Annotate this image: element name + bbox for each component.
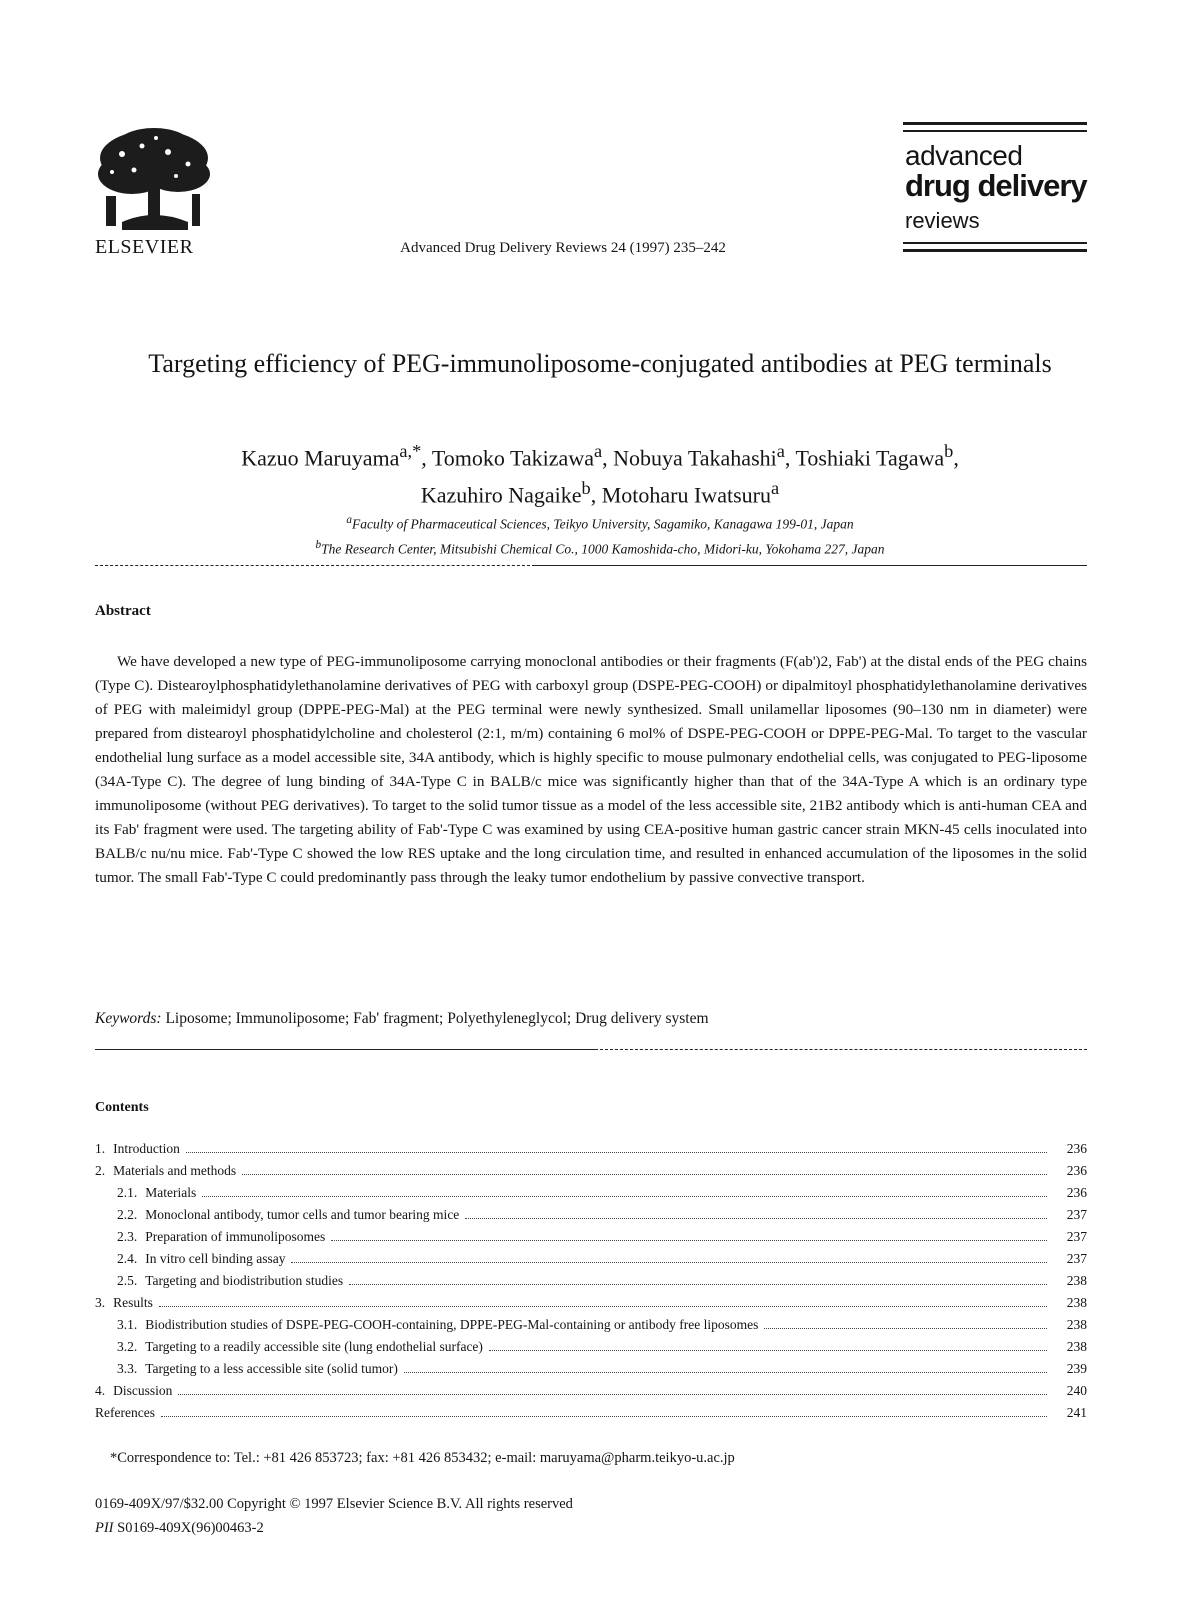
toc-entry[interactable] [95, 1339, 1087, 1361]
toc-entry-page: 237 [1066, 1207, 1087, 1222]
keywords [95, 1010, 709, 1028]
toc-entry-page: 238 [1066, 1273, 1087, 1288]
toc-entry-number: 1. [95, 1141, 106, 1156]
author-name: , Tomoko Takizawa [421, 445, 594, 471]
toc-entry-number: 2. [95, 1163, 106, 1178]
pii-value: S0169-409X(96)00463-2 [117, 1520, 264, 1536]
toc-entry-number: 2.4. [117, 1251, 138, 1266]
affiliations [100, 510, 1100, 559]
brand-word-reviews: reviews [905, 208, 980, 233]
toc-dot-leader [404, 1372, 1047, 1373]
toc-entry-page: 240 [1066, 1383, 1087, 1398]
toc-dot-leader [161, 1416, 1047, 1417]
toc-entry-label: Preparation of immunoliposomes [145, 1229, 326, 1244]
affiliation-marker: b [944, 441, 954, 461]
toc-entry[interactable] [95, 1405, 1087, 1427]
brand-word-advanced: advanced [905, 140, 1023, 171]
copyright-notice: 0169-409X/97/$32.00 Copyright © 1997 Elsevier Science B.V. All rights reserved [95, 1496, 573, 1512]
toc-dot-leader [159, 1306, 1047, 1307]
divider [535, 565, 1087, 566]
toc-dot-leader [291, 1262, 1047, 1263]
author-name: , Nobuya Takahashi [602, 445, 777, 471]
toc-entry-number: 4. [95, 1383, 106, 1398]
publisher-name: ELSEVIER [95, 236, 194, 258]
contents-heading: Contents [95, 1100, 149, 1115]
toc-entry-label: Biodistribution studies of DSPE-PEG-COOH-containing, DPPE-PEG-Mal-containing or antibody free liposomes [145, 1317, 759, 1332]
toc-entry-number: 3. [95, 1295, 106, 1310]
toc-entry-label: In vitro cell binding assay [145, 1251, 286, 1266]
toc-entry-number: 2.1. [117, 1185, 138, 1200]
toc-entry-label: Targeting to a readily accessible site (lung endothelial surface) [145, 1339, 483, 1354]
keywords-text: Liposome; Immunoliposome; Fab' fragment; Polyethyleneglycol; Drug delivery system [165, 1010, 709, 1027]
toc-entry-label: Materials [145, 1185, 197, 1200]
divider [95, 1049, 595, 1050]
toc-entry-page: 238 [1066, 1317, 1087, 1332]
author-name: Kazuhiro Nagaike [420, 482, 582, 508]
affiliation-marker: a [770, 478, 780, 499]
affiliation-a: Faculty of Pharmaceutical Sciences, Teikyo University, Sagamiko, Kanagawa 199-01, Japan [352, 516, 854, 532]
author-name: , Motoharu Iwatsuru [590, 482, 771, 508]
toc-entry[interactable] [95, 1229, 1087, 1251]
toc-dot-leader [242, 1174, 1047, 1175]
toc-entry-number: 2.5. [117, 1273, 138, 1288]
toc-entry[interactable] [95, 1163, 1087, 1185]
toc-entry[interactable] [95, 1383, 1087, 1405]
abstract-heading: Abstract [95, 603, 151, 619]
toc-entry-number: 2.3. [117, 1229, 138, 1244]
affiliation-marker: a [776, 441, 785, 461]
correspondence-footnote: *Correspondence to: Tel.: +81 426 853723; fax: +81 426 853432; e-mail: maruyama@pharm.teikyo-u.ac.jp [110, 1450, 735, 1466]
toc-entry-label: References [95, 1405, 155, 1420]
toc-dot-leader [178, 1394, 1047, 1395]
toc-entry-number: 3.1. [117, 1317, 138, 1332]
divider-dashed [595, 1049, 1087, 1050]
divider-dashed [95, 565, 535, 566]
toc-entry[interactable] [95, 1251, 1087, 1273]
toc-entry-page: 241 [1066, 1405, 1087, 1420]
toc-entry-page: 236 [1066, 1185, 1087, 1200]
toc-entry[interactable] [95, 1317, 1087, 1339]
toc-entry-label: Results [113, 1295, 153, 1310]
toc-entry-page: 236 [1066, 1163, 1087, 1178]
toc-entry-page: 238 [1066, 1339, 1087, 1354]
pii-identifier [95, 1520, 264, 1537]
author-name: Kazuo Maruyama [241, 445, 400, 471]
toc-dot-leader [465, 1218, 1047, 1219]
author-list: Kazuo Maruyama$^{a,*}$, Tomoko Takizawa$^a$, Nobuya Takahashi$^a$, Toshiaki Tagawa$^b$, Kazuhiro Nagaike$^b$, Motoharu Iwatsuru$^a$ [241, 441, 959, 508]
toc-dot-leader [202, 1196, 1047, 1197]
affiliation-marker: a,* [399, 441, 422, 461]
toc-entry-page: 237 [1066, 1251, 1087, 1266]
toc-entry-page: 236 [1066, 1141, 1087, 1156]
toc-entry[interactable] [95, 1185, 1087, 1207]
toc-entry-number: 3.2. [117, 1339, 138, 1354]
toc-entry-label: Targeting to a less accessible site (solid tumor) [145, 1361, 398, 1376]
toc-entry-page: 237 [1066, 1229, 1087, 1244]
keywords-label: Keywords: [95, 1010, 162, 1027]
toc-dot-leader [489, 1350, 1047, 1351]
toc-entry-label: Monoclonal antibody, tumor cells and tumor bearing mice [145, 1207, 460, 1222]
table-of-contents [95, 1141, 1087, 1427]
toc-entry-page: 239 [1066, 1361, 1087, 1376]
toc-entry-number: 3.3. [117, 1361, 138, 1376]
toc-entry-label: Targeting and biodistribution studies [145, 1273, 344, 1288]
toc-entry[interactable] [95, 1207, 1087, 1229]
affiliation-marker: a [593, 441, 603, 461]
journal-reference: Advanced Drug Delivery Reviews 24 (1997) 235–242 [400, 240, 726, 256]
toc-dot-leader [764, 1328, 1047, 1329]
toc-entry[interactable] [95, 1361, 1087, 1383]
toc-entry[interactable] [95, 1273, 1087, 1295]
toc-dot-leader [331, 1240, 1047, 1241]
brand-word-drug-delivery: drug delivery [905, 168, 1087, 203]
toc-entry-number: 2.2. [117, 1207, 138, 1222]
toc-dot-leader [186, 1152, 1047, 1153]
abstract-text: We have developed a new type of PEG-immunoliposome carrying monoclonal antibodies or their fragments (F(ab')2, Fab') at the distal ends of the PEG chains (Type C). Distearoylphosphatidylethanolamine derivatives of PEG with carboxyl group (DSPE-PEG-COOH) or dipalmitoyl phosphatidylethanolamine derivatives of PEG with maleimidyl group (DPPE-PEG-Mal) at the PEG terminal were newly synthesized. Small unilamellar liposomes (90–130 nm in diameter) were prepared from distearoyl phosphatidylcholine and cholesterol (2:1, m/m) containing 6 mol% of DSPE-PEG-COOH or DPPE-PEG-Mal. To target to the vascular endothelial lung surface as a model accessible site, 34A antibody, which is highly specific to mouse pulmonary endothelial cells, was conjugated to PEG-liposome (34A-Type C). The degree of lung binding of 34A-Type C in BALB/c mice was significantly higher than that of the 34A-Type A which is an ordinary type immunoliposome (without PEG derivatives). To target to the solid tumor tissue as a model of the less accessible site, 21B2 antibody which is anti-human CEA and its Fab' fragment were used. The targeting ability of Fab'-Type C was examined by using CEA-positive human gastric cancer strain MKN-45 cells inoculated into BALB/c nu/nu mice. Fab'-Type C showed the low RES uptake and the long circulation time, and resulted in enhanced accumulation of the liposomes in the solid tumor. The small Fab'-Type C could predominantly pass through the leaky tumor endothelium by passive convective transport. [95, 653, 1087, 886]
toc-entry[interactable] [95, 1141, 1087, 1163]
author-name: , Toshiaki Tagawa [784, 445, 945, 471]
toc-entry-label: Introduction [113, 1141, 180, 1156]
article-title: Targeting efficiency of PEG-immunoliposome-conjugated antibodies at PEG terminals [148, 349, 1052, 378]
toc-entry-label: Discussion [113, 1383, 173, 1398]
toc-entry-page: 238 [1066, 1295, 1087, 1310]
toc-dot-leader [349, 1284, 1047, 1285]
toc-entry-label: Materials and methods [113, 1163, 237, 1178]
affiliation-marker: b [315, 538, 322, 551]
affiliation-marker: a [346, 514, 353, 526]
toc-entry[interactable] [95, 1295, 1087, 1317]
affiliation-b: The Research Center, Mitsubishi Chemical Co., 1000 Kamoshida-cho, Midori-ku, Yokohama 227, Japan [321, 541, 885, 556]
affiliation-marker: b [581, 478, 591, 499]
pii-label: PII [95, 1520, 114, 1536]
journal-brand-logo [903, 122, 1087, 254]
